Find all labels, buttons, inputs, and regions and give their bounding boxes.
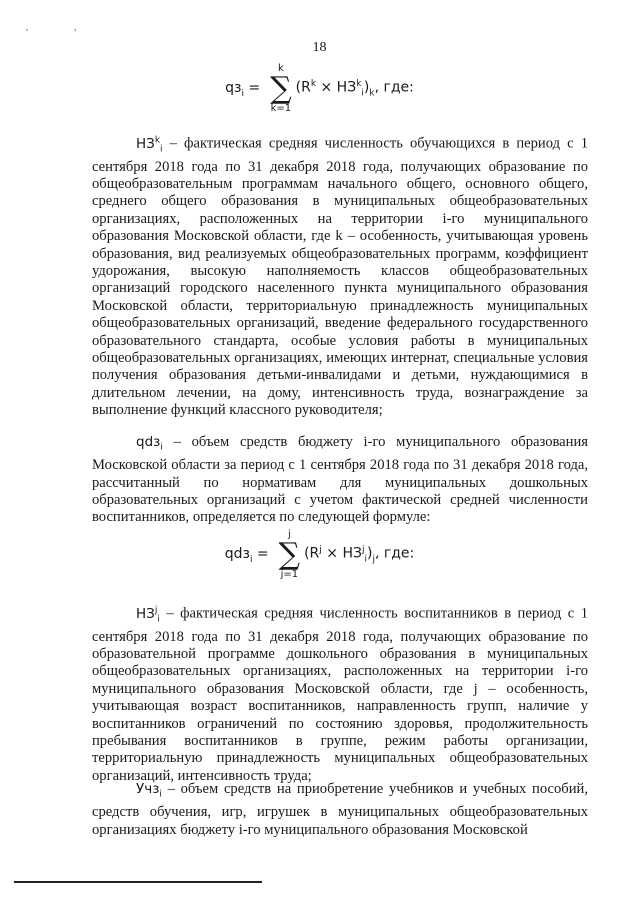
definition-nz-k: $НЗ^k_i$ – фактическая средняя численность обучающихся в период с 1 сентября 2018 года по 31 декабря 2018 года, получающих образование по общеобразовательным программам начального общего, основного общего, среднего общего образования в муниципальных общеобразовательных организациях, расположенных на территории i-го муниципального образования Московской области, где k – особенность, учитывающая уровень образования, вид реализуемых общеобразовательных программ, коэффициент удорожания, высокую наполняемость классов общеобразовательных организаций городского населенного пункта муниципального образования Московской области, территориальную принадлежность муниципальных общеобразовательных организаций, введение федерального государственного образовательного стандарта, особые условия работы в муниципальных общеобразовательных организациях, имеющих интернат, специальные условия получения образования детьми-инвалидами и детьми, нуждающимися в длительном лечении, на дому, интенсивность труда, вознаграждение за выполнение функций классного руководителя; <box>92 135 588 419</box>
formula-lhs: $qз_i$ = <box>225 79 261 99</box>
scan-specks: ' ' <box>26 28 99 39</box>
sum-operator <box>270 64 291 114</box>
definition-nz-j: $НЗ^j_i$ – фактическая средняя численность воспитанников в период с 1 сентября 2018 года по 31 декабря 2018 года, получающих образование по образовательной программе дошкольного образования в муниципальных общеобразовательных организациях, расположенных на территории i-го муниципального образования Московской области, где j – особенность, учитывающая возраст воспитанников, направленность групп, наличие у воспитанников ограничений по состоянию здоровья, продолжительность пребывания воспитанников в группе, режим работы организации, территориальную принадлежность муниципальных общеобразовательных организаций, интенсивность труда; <box>92 605 588 784</box>
formula-qdz <box>0 530 639 580</box>
formula-term: $(R^j \times НЗ^j_i)_j$, где: <box>304 545 415 565</box>
formula-qz <box>0 64 639 114</box>
formula-term: $(R^k \times НЗ^k_i)_k$, где: <box>295 79 414 99</box>
definition-uchz: Учз$_i$ – объем средств на приобретение учебников и учебных пособий, средств обучения, игр, игрушек в муниципальных общеобразовательных организациях бюджету i-го муниципального образования Московской <box>92 781 588 838</box>
definition-qdz: qdз$_i$ – объем средств бюджету i-го муниципального образования Московской области за период с 1 сентября 2018 года по 31 декабря 2018 года, рассчитанный по нормативам для муниципальных дошкольных образовательных организаций с учетом фактической средней численности воспитанников, определяется по следующей формуле: <box>92 434 588 526</box>
definition-symbol: qdз$_i$ <box>136 434 163 453</box>
sum-lower-limit: j=1 <box>280 569 299 580</box>
definition-symbol: Учз$_i$ <box>136 781 162 800</box>
sum-upper-limit: k <box>278 63 284 74</box>
definition-symbol: $НЗ^j_i$ <box>136 605 160 625</box>
footnote-separator <box>14 881 262 883</box>
sigma-icon: ∑ <box>270 71 292 106</box>
sigma-icon: ∑ <box>278 537 301 572</box>
sum-upper-limit: j <box>287 529 291 540</box>
formula-lhs: qdз$_i$ = <box>224 545 269 565</box>
definition-symbol: $НЗ^k_i$ <box>136 135 163 155</box>
sum-lower-limit: k=1 <box>270 103 292 114</box>
sum-operator <box>279 530 300 580</box>
page-number: 18 <box>312 40 327 55</box>
